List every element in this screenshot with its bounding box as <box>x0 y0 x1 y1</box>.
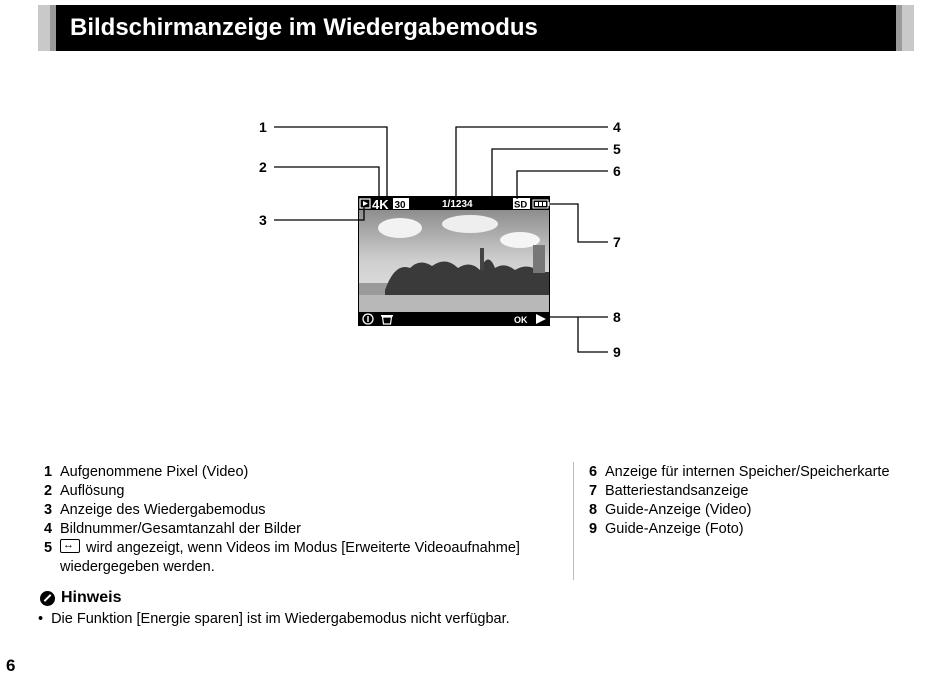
legend-right <box>589 463 939 539</box>
hint-item <box>38 611 510 627</box>
legend-item <box>589 520 939 539</box>
legend-text: Batteriestandsanzeige <box>605 483 749 499</box>
legend-text <box>60 539 564 577</box>
hint-text: Die Funktion [Energie sparen] ist im Wiedergabemodus nicht verfügbar. <box>51 611 510 627</box>
storage-label: SD <box>514 199 528 211</box>
leader-line-4 <box>456 127 608 199</box>
pencil-note-icon <box>40 591 55 606</box>
page-number: 6 <box>6 656 16 675</box>
legend-text: Aufgenommene Pixel (Video) <box>60 464 249 480</box>
callout-4: 4 <box>613 119 621 135</box>
legend-num: 4 <box>44 521 53 537</box>
leader-line-1 <box>274 127 387 199</box>
legend-num: 9 <box>589 521 598 537</box>
cloud <box>442 215 498 233</box>
screen-photo-tower <box>533 245 545 273</box>
cloud <box>378 218 422 238</box>
extended-video-icon <box>60 539 80 553</box>
callout-6: 6 <box>613 163 621 179</box>
leader-line-2 <box>274 167 379 199</box>
legend-num: 6 <box>589 464 598 480</box>
column-divider <box>573 462 574 580</box>
leader-line-7 <box>550 204 608 242</box>
leader-line-9 <box>578 317 608 352</box>
legend-item <box>44 463 564 482</box>
screen-photo-beach <box>359 295 549 312</box>
image-counter: 1/1234 <box>442 199 473 210</box>
legend-item <box>44 539 564 577</box>
legend-item <box>589 482 939 501</box>
screen-photo-statue <box>480 248 484 270</box>
legend-text-line2: wiedergegeben werden. <box>60 559 215 575</box>
hint-title: Hinweis <box>61 589 122 606</box>
callout-9: 9 <box>613 344 621 360</box>
legend-text: Guide-Anzeige (Video) <box>605 502 752 518</box>
legend-num: 8 <box>589 502 598 518</box>
legend-item <box>44 520 564 539</box>
legend-num: 3 <box>44 502 53 518</box>
page-title: Bildschirmanzeige im Wiedergabemodus <box>70 14 538 41</box>
legend-num: 2 <box>44 483 53 499</box>
legend-text: Bildnummer/Gesamtanzahl der Bilder <box>60 521 301 537</box>
legend-item <box>589 501 939 520</box>
ok-label: OK <box>514 315 528 325</box>
legend-num: 1 <box>44 464 53 480</box>
legend-text: Anzeige des Wiedergabemodus <box>60 502 266 518</box>
callout-2: 2 <box>259 159 267 175</box>
hint-heading <box>40 589 121 607</box>
framerate-label: 30 <box>394 200 406 211</box>
legend-text-part: wird angezeigt, wenn Videos im Modus [Erweiterte Videoaufnahme] <box>86 540 520 556</box>
legend-num: 7 <box>589 483 598 499</box>
legend-left <box>44 463 564 577</box>
callout-7: 7 <box>613 234 621 250</box>
callout-1: 1 <box>259 119 267 135</box>
callout-3: 3 <box>259 212 267 228</box>
callout-5: 5 <box>613 141 621 157</box>
legend-text: Guide-Anzeige (Foto) <box>605 521 744 537</box>
legend-text: Anzeige für internen Speicher/Speicherkarte <box>605 464 890 480</box>
callout-8: 8 <box>613 309 621 325</box>
legend-item <box>44 482 564 501</box>
resolution-label: 4K <box>372 197 389 212</box>
legend-item <box>44 501 564 520</box>
leader-line-3 <box>274 207 364 220</box>
legend-item <box>589 463 939 482</box>
leader-line-5 <box>492 149 608 199</box>
leader-line-6 <box>517 171 608 199</box>
bullet: • <box>38 611 44 627</box>
camera-screen <box>358 196 550 326</box>
legend-num: 5 <box>44 540 53 556</box>
legend-text: Auflösung <box>60 483 125 499</box>
